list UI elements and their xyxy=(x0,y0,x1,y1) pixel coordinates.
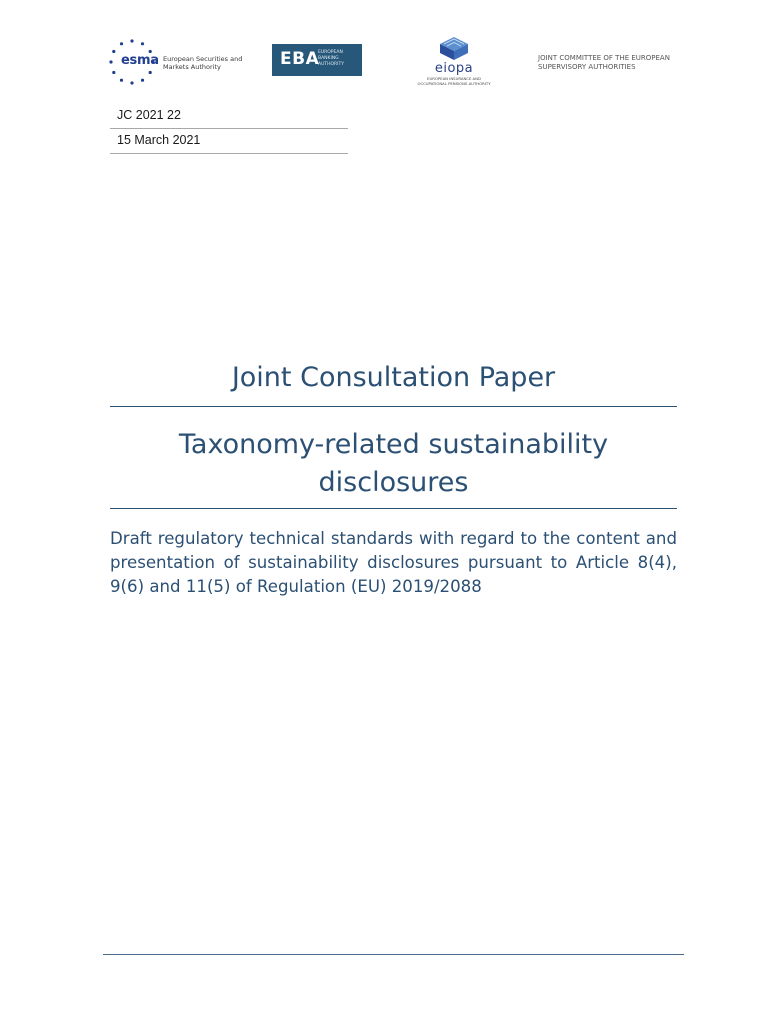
eiopa-subtitle: EUROPEAN INSURANCE AND OCCUPATIONAL PENSIONS AUTHORITY xyxy=(417,76,491,86)
eba-logo xyxy=(272,44,362,76)
esma-wordmark: esma xyxy=(121,53,159,68)
document-subtitle: Taxonomy-related sustainability disclosures xyxy=(178,429,609,498)
publication-date: 15 March 2021 xyxy=(110,129,348,154)
eba-wordmark: EBA xyxy=(280,49,320,69)
eba-subtitle: EUROPEAN BANKING AUTHORITY xyxy=(318,50,344,67)
document-title: Joint Consultation Paper xyxy=(231,362,556,393)
document-meta xyxy=(110,104,348,154)
footer-divider xyxy=(103,954,684,955)
esma-subtitle: European Securities and Markets Authority xyxy=(163,55,243,71)
eiopa-emblem-icon xyxy=(434,36,474,62)
eiopa-wordmark: eiopa xyxy=(434,61,474,76)
eiopa-logo xyxy=(414,36,494,88)
subtitle-divider xyxy=(110,508,677,509)
esma-logo xyxy=(108,38,243,84)
document-abstract: Draft regulatory technical standards with regard to the content and presentation of sustainability disclosures pursuant to Article 8(4), 9(6) and 11(5) of Regulation (EU) 2019/2088 xyxy=(110,529,677,596)
joint-committee-label: JOINT COMMITTEE OF THE EUROPEAN SUPERVISORY AUTHORITIES xyxy=(538,54,670,71)
header-logos xyxy=(108,36,678,88)
reference-number: JC 2021 22 xyxy=(110,104,348,129)
title-divider xyxy=(110,406,677,407)
